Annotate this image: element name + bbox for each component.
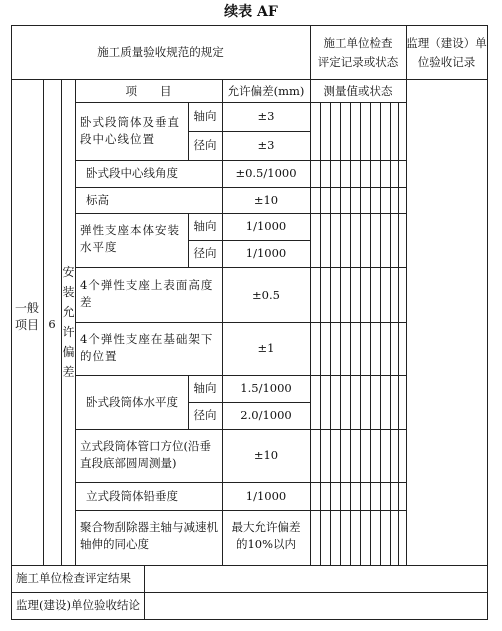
category-label: 一般项目 bbox=[14, 301, 39, 332]
r2-val: ±0.5/1000 bbox=[235, 166, 297, 180]
r4-sub1: 轴向 bbox=[193, 219, 217, 233]
subheader-item: 项 目 bbox=[125, 84, 172, 98]
r1-item: 卧式段筒体及垂直段中心线位置 bbox=[80, 115, 180, 146]
r5-item: 4个弹性支座上表面高度差 bbox=[80, 278, 214, 309]
header-supervisor-line1: 监理（建设）单 bbox=[406, 36, 487, 50]
footer-supervisor-conclusion: 监理(建设)单位验收结论 bbox=[16, 598, 140, 612]
r8-val: ±10 bbox=[253, 448, 279, 462]
r7-sub1: 轴向 bbox=[193, 381, 217, 395]
r8-item: 立式段筒体管口方位(沿垂直段底部圆周测量) bbox=[80, 439, 211, 470]
subheader-tolerance: 允许偏差(mm) bbox=[227, 84, 305, 98]
r7-val2: 2.0/1000 bbox=[240, 408, 292, 422]
r9-val: 1/1000 bbox=[245, 489, 287, 503]
r6-val: ±1 bbox=[257, 341, 275, 355]
r7-sub2: 径向 bbox=[193, 408, 217, 422]
r10-val: 最大允许偏差的10%以内 bbox=[231, 520, 301, 551]
r3-item: 标高 bbox=[86, 193, 109, 207]
header-spec: 施工质量验收规范的规定 bbox=[97, 45, 224, 59]
header-contractor-line1: 施工单位检查 bbox=[323, 36, 393, 50]
subheader-measured: 测量值或状态 bbox=[323, 84, 393, 98]
r2-item: 卧式段中心线角度 bbox=[86, 166, 178, 180]
group-name: 安装允许偏差 bbox=[62, 265, 75, 379]
r1-sub1: 轴向 bbox=[193, 109, 217, 123]
table-title: 续表 AF bbox=[224, 4, 278, 20]
r1-sub2: 径向 bbox=[193, 138, 217, 152]
header-contractor-line2: 评定记录或状态 bbox=[317, 55, 399, 69]
r4-val1: 1/1000 bbox=[245, 219, 287, 233]
footer-contractor-result: 施工单位检查评定结果 bbox=[16, 571, 131, 585]
r1-val2: ±3 bbox=[257, 138, 275, 152]
r6-item: 4个弹性支座在基础架下的位置 bbox=[80, 332, 214, 363]
r4-val2: 1/1000 bbox=[245, 246, 287, 260]
r7-val1: 1.5/1000 bbox=[240, 381, 292, 395]
r9-item: 立式段筒体铅垂度 bbox=[86, 489, 178, 503]
r7-item: 卧式段筒体水平度 bbox=[86, 395, 178, 409]
item-number: 6 bbox=[48, 317, 56, 331]
header-supervisor-line2: 位验收记录 bbox=[417, 55, 476, 69]
r5-val: ±0.5 bbox=[252, 288, 280, 302]
r1-val1: ±3 bbox=[257, 109, 275, 123]
r3-val: ±10 bbox=[253, 193, 279, 207]
r4-item: 弹性支座本体安装水平度 bbox=[80, 223, 180, 254]
r4-sub2: 径向 bbox=[193, 246, 217, 260]
r10-item: 聚合物刮除器主轴与减速机轴伸的同心度 bbox=[80, 520, 218, 551]
